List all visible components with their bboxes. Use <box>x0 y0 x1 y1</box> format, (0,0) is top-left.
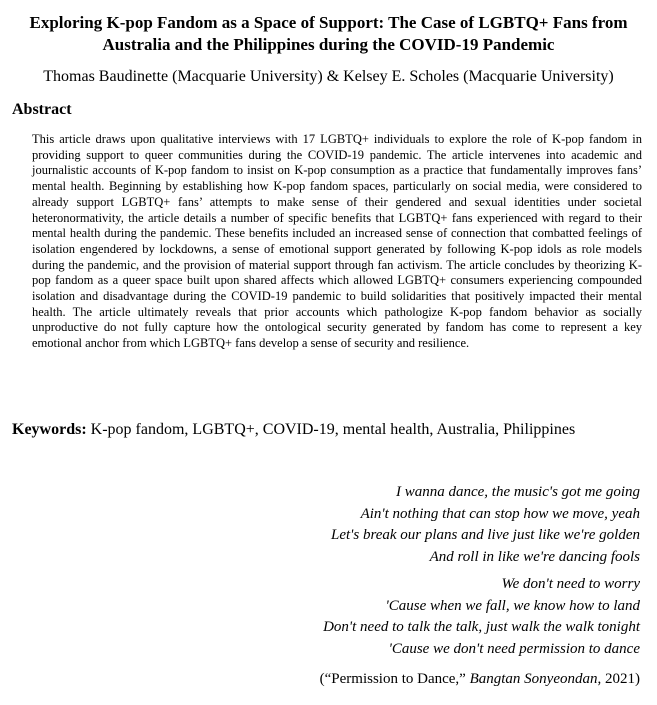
keywords-line <box>12 420 652 440</box>
epigraph-stanza-2 <box>140 574 640 660</box>
paper-title: Exploring K-pop Fandom as a Space of Support: The Case of LGBTQ+ Fans from Australia and the Philippines during the COVID-19 Pandemic <box>29 13 628 54</box>
keywords-value: K-pop fandom, LGBTQ+, COVID-19, mental health, Australia, Philippines <box>90 421 576 438</box>
epigraph-line: 'Cause when we fall, we know how to land <box>385 597 640 614</box>
keywords-label: Keywords: <box>12 421 87 438</box>
epigraph-line: Ain't nothing that can stop how we move, yeah <box>360 505 640 522</box>
epigraph-line: We don't need to worry <box>501 576 640 592</box>
abstract-heading: Abstract <box>12 101 72 118</box>
epigraph-stanza-1 <box>140 482 640 568</box>
authors-line: Thomas Baudinette (Macquarie University) & Kelsey E. Scholes (Macquarie University) <box>43 68 614 85</box>
epigraph-line: I wanna dance, the music's got me going <box>395 484 640 500</box>
epigraph-line: 'Cause we don't need permission to dance <box>388 640 640 657</box>
epigraph-citation <box>140 669 640 689</box>
epigraph-line: Let's break our plans and live just like we're golden <box>330 527 640 543</box>
epigraph-line: And roll in like we're dancing fools <box>429 548 640 565</box>
epigraph-line: Don't need to talk the talk, just walk the walk tonight <box>323 619 640 635</box>
citation-close: , 2021) <box>597 671 640 687</box>
abstract-body: This article draws upon qualitative interviews with 17 LGBTQ+ individuals to explore the role of K-pop fandom in providing support to queer communities during the COVID-19 pandemic. The article intervenes into academic and journalistic accounts of K-pop fandom to insist on K-pop consumption as a practice that fundamentally improves fans’ mental health. Beginning by establishing how K-pop fandom spaces, particularly on social media, were considered to already support LGBTQ+ fans’ attempts to make sense of their gendered and sexual identities under societal heteronormativity, the article details a number of specific benefits that LGBTQ+ fans experienced with regard to their mental health during the pandemic. These benefits included an increased sense of connection that combatted feelings of isolation engendered by lockdowns, a sense of emotional support generated by following K-pop idols as role models during the pandemic, and the provision of material support through fan activism. The article concludes by theorizing K-pop fandom as a queer space built upon shared affects which allowed LGBTQ+ consumers experiencing compounded isolation and disadvantage during the COVID-19 pandemic to build solidarities that positively impacted their mental health. The article ultimately reveals that prior accounts which pathologize K-pop fandom behavior as socially unproductive do not fully capture how the ontological security generated by fandom has come to represent a key emotional anchor from which LGBTQ+ fans develop a sense of security and resilience. <box>32 132 642 351</box>
citation-open: (“Permission to Dance,” <box>319 671 466 687</box>
citation-artist: Bangtan Sonyeondan <box>469 671 598 687</box>
